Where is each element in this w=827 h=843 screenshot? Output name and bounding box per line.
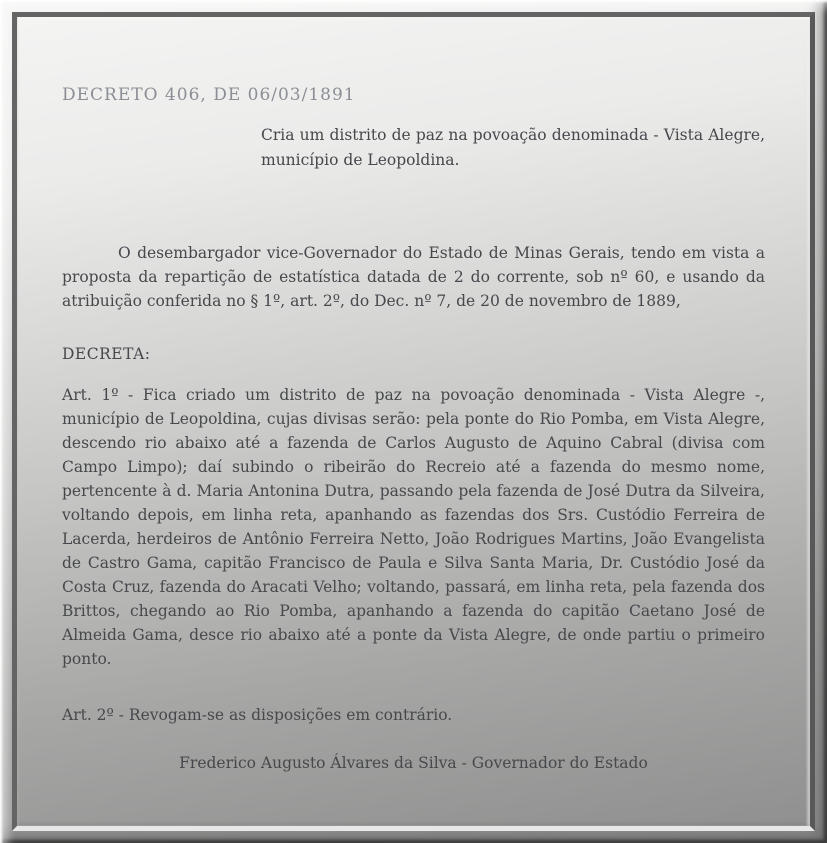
- signature-line: Frederico Augusto Álvares da Silva - Governador do Estado: [179, 754, 648, 772]
- decreta-label: DECRETA:: [62, 345, 151, 363]
- decree-summary: Cria um distrito de paz na povoação denominada - Vista Alegre, município de Leopoldina.: [261, 126, 765, 169]
- article-2-text: Art. 2º - Revogam-se as disposições em contrário.: [62, 706, 453, 724]
- decree-document: [18, 18, 809, 825]
- decree-preamble: O desembargador vice-Governador do Estado de Minas Gerais, tendo em vista a proposta da repartição de estatística datada de 2 do corrente, sob nº 60, e usando da atribuição conferida no § 1º, art. 2º, do Dec. nº 7, de 20 de novembro de 1889,: [62, 244, 765, 310]
- article-1-text: Art. 1º - Fica criado um distrito de paz na povoação denominada - Vista Alegre -, município de Leopoldina, cujas divisas serão: pela ponte do Rio Pomba, em Vista Alegre, descendo rio abaixo até a fazenda de Carlos Augusto de Aquino Cabral (divisa com Campo Limpo); daí subindo o ribeirão do Recreio até a fazenda do mesmo nome, pertencente à d. Maria Antonina Dutra, passando pela fazenda de José Dutra da Silveira, voltando depois, em linha reta, apanhando as fazendas dos Srs. Custódio Ferreira de Lacerda, herdeiros de Antônio Ferreira Netto, João Rodrigues Martins, João Evangelista de Castro Gama, capitão Francisco de Paula e Silva Santa Maria, Dr. Custódio José da Costa Cruz, fazenda do Aracati Velho; voltando, passará, em linha reta, pela fazenda dos Brittos, chegando ao Rio Pomba, apanhando a fazenda do capitão Caetano José de Almeida Gama, desce rio abaixo até a ponte da Vista Alegre, de onde partiu o primeiro ponto.: [62, 386, 765, 668]
- decree-title: DECRETO 406, DE 06/03/1891: [62, 85, 356, 105]
